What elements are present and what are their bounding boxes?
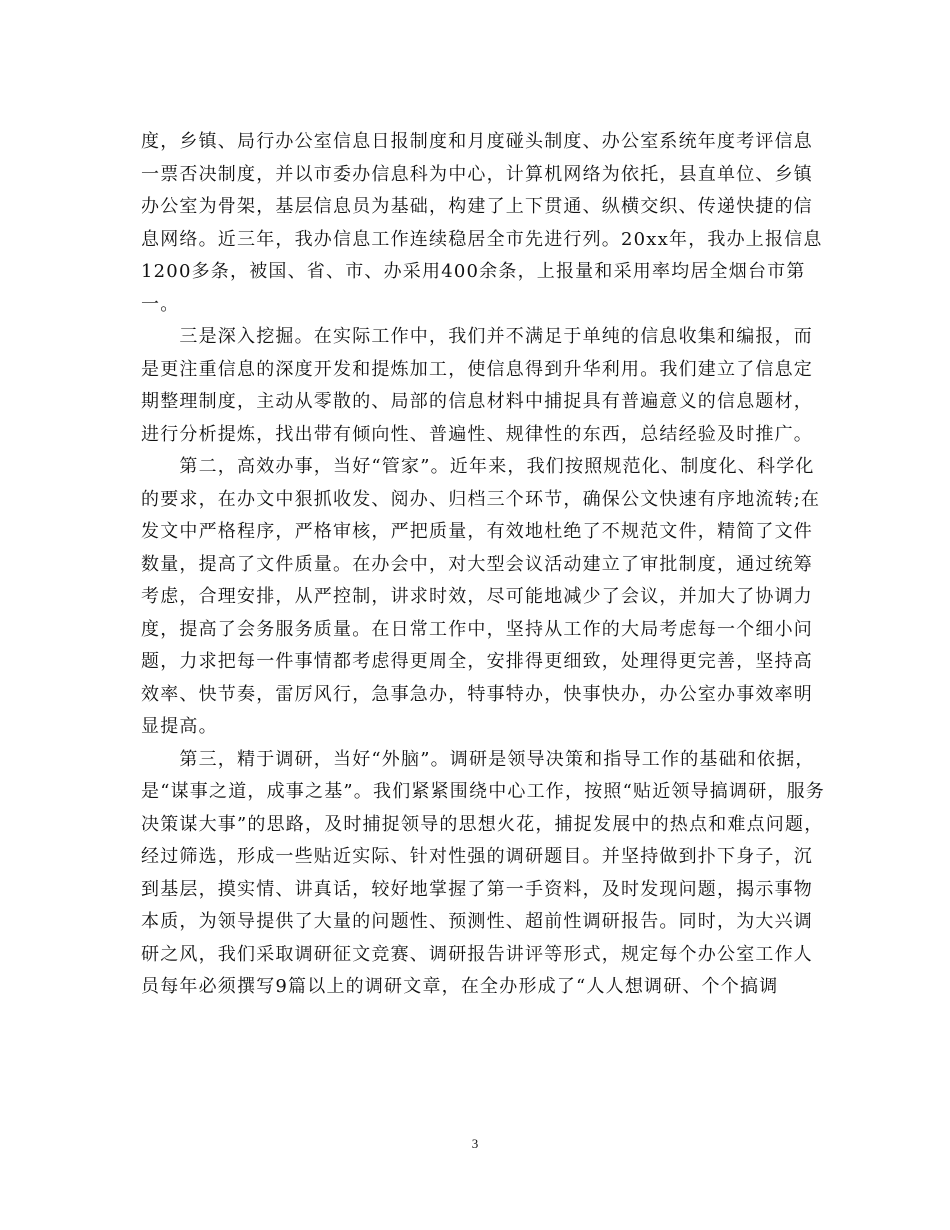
text-line: 一。 <box>141 293 180 315</box>
text-line: 第三，精于调研，当好“外脑”。调研是领导决策和指导工作的基础和依据， <box>141 748 815 770</box>
text-line: 三是深入挖掘。在实际工作中，我们并不满足于单纯的信息收集和编报，而 <box>141 326 813 347</box>
document-body <box>141 126 826 1004</box>
paragraph <box>141 126 823 321</box>
paragraph <box>141 451 821 744</box>
text-line: 发文中严格程序，严格审核，严把质量，有效地杜绝了不规范文件，精简了文件 <box>141 521 813 542</box>
text-line: 是“谋事之道，成事之基”。我们紧紧围绕中心工作，按照“贴近领导搞调研，服务 <box>141 781 826 802</box>
text-line: 进行分析提炼，找出带有倾向性、普遍性、规律性的东西，总结经验及时推广。 <box>141 423 813 445</box>
page-number: 3 <box>471 1136 479 1151</box>
text-line: 决策谋大事”的思路，及时捕捉领导的思想火花，捕捉发展中的热点和难点问题， <box>141 813 824 835</box>
text-line: 研之风，我们采取调研征文竞赛、调研报告讲评等形式，规定每个办公室工作人 <box>141 943 813 965</box>
text-line: 显提高。 <box>141 716 218 737</box>
paragraph <box>141 321 813 451</box>
text-line: 1200多条，被国、省、市、办采用400余条，上报量和采用率均居全烟台市第 <box>141 261 806 282</box>
text-line: 考虑，合理安排，从严控制，讲求时效，尽可能地减少了会议，并加大了协调力 <box>141 586 813 607</box>
text-line: 数量，提高了文件质量。在办会中，对大型会议活动建立了审批制度，通过统筹 <box>141 553 813 575</box>
paragraph <box>141 744 826 1004</box>
text-line: 是更注重信息的深度开发和提炼加工，使信息得到升华利用。我们建立了信息定 <box>141 358 813 380</box>
text-line: 到基层，摸实情、讲真话，较好地掌握了第一手资料，及时发现问题，揭示事物 <box>141 878 813 900</box>
text-line: 度，乡镇、局行办公室信息日报制度和月度碰头制度、办公室系统年度考评信息 <box>141 131 813 152</box>
text-line: 一票否决制度，并以市委办信息科为中心，计算机网络为依托，县直单位、乡镇 <box>141 163 813 185</box>
text-line: 度，提高了会务服务质量。在日常工作中，坚持从工作的大局考虑每一个细小问 <box>141 618 813 640</box>
text-line: 效率、快节奏，雷厉风行，急事急办，特事特办，快事快办，办公室办事效率明 <box>141 683 813 705</box>
text-line: 经过筛选，形成一些贴近实际、针对性强的调研题目。并坚持做到扑下身子，沉 <box>141 846 813 867</box>
text-line: 的要求，在办文中狠抓收发、阅办、归档三个环节，确保公文快速有序地流转;在 <box>141 488 821 510</box>
text-line: 期整理制度，主动从零散的、局部的信息材料中捕捉具有普遍意义的信息题材， <box>141 391 813 412</box>
text-line: 员每年必须撰写9篇以上的调研文章，在全办形成了“人人想调研、个个搞调 <box>141 976 779 997</box>
text-line: 第二，高效办事，当好“管家”。近年来，我们按照规范化、制度化、科学化 <box>141 456 815 477</box>
text-line: 办公室为骨架，基层信息员为基础，构建了上下贯通、纵横交织、传递快捷的信 <box>141 196 813 217</box>
text-line: 息网络。近三年，我办信息工作连续稳居全市先进行列。20xx年，我办上报信息 <box>141 228 823 250</box>
text-line: 本质，为领导提供了大量的问题性、预测性、超前性调研报告。同时，为大兴调 <box>141 911 813 932</box>
text-line: 题，力求把每一件事情都考虑得更周全，安排得更细致，处理得更完善，坚持高 <box>141 651 813 672</box>
